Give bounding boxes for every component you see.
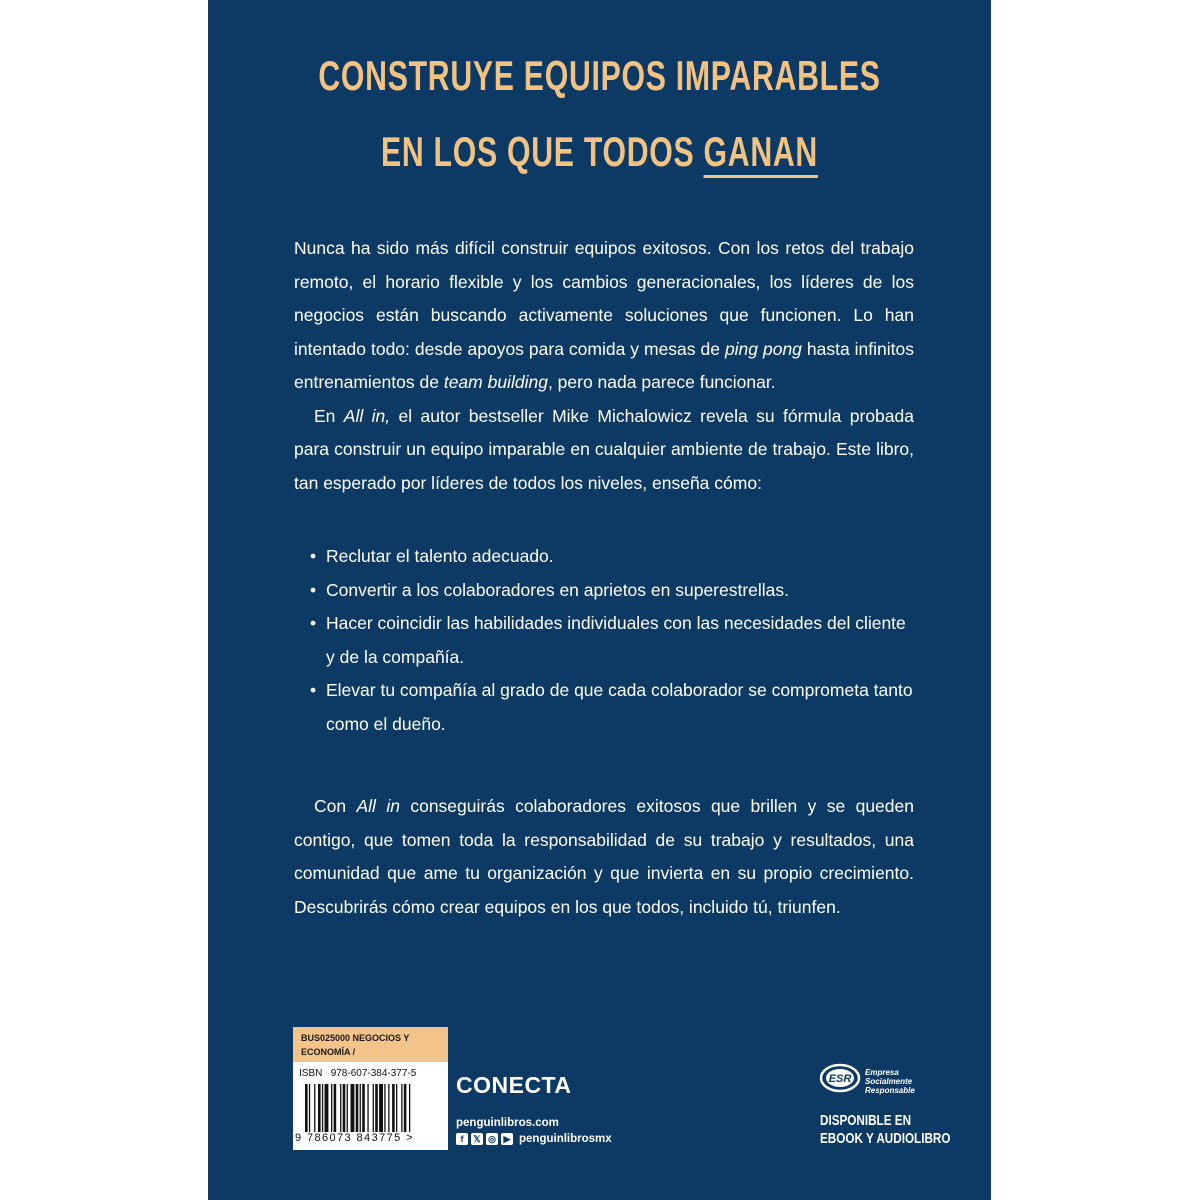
list-item (294, 540, 914, 574)
list-item-text: Elevar tu compañía al grado de que cada colaborador se comprometa tanto como el dueño. (326, 680, 913, 734)
bullet-dot: • (310, 579, 317, 600)
paragraph-1-text-b: hasta infinitos entrenamientos de (294, 338, 914, 392)
paragraph-1-text-c: , pero nada parece funcionar. (547, 372, 776, 392)
esr-text (865, 1068, 915, 1095)
paragraph-1-italic-b: team building (443, 372, 548, 392)
isbn-label: ISBN (299, 1068, 323, 1079)
availability-line-1: DISPONIBLE EN (820, 1112, 912, 1129)
headline-underlined-word: GANAN (703, 128, 818, 175)
list-item-text: Convertir a los colaboradores en aprietos en superestrellas. (326, 579, 790, 600)
availability-line-2: EBOOK Y AUDIOLIBRO (820, 1130, 951, 1147)
bisac-line-1: BUS025000 NEGOCIOS Y ECONOMÍA / (301, 1033, 410, 1057)
headline-line-2-text: EN LOS QUE TODOS (380, 128, 704, 175)
list-item (294, 574, 914, 608)
svg-text:ESR: ESR (828, 1073, 852, 1085)
list-item-text: Reclutar el talento adecuado. (326, 546, 554, 566)
esr-line-2: Socialmente (865, 1077, 913, 1086)
paragraph-1-italic-a: ping pong (724, 338, 802, 359)
barcode-icon (305, 1084, 439, 1132)
x-icon[interactable]: 𝕏 (471, 1133, 483, 1145)
list-item (294, 607, 914, 674)
instagram-icon[interactable]: ◎ (486, 1133, 498, 1145)
esr-logo-icon (818, 1062, 862, 1094)
esr-line-1: Empresa (865, 1068, 899, 1077)
paragraph-3-text-a: Con (314, 796, 357, 816)
description-block (294, 232, 914, 500)
social-handle[interactable]: penguinlibrosmx (519, 1133, 612, 1145)
esr-line-3: Responsable (865, 1086, 915, 1095)
paragraph-2 (294, 400, 914, 501)
list-item-text: Hacer coincidir las habilidades individuales con las necesidades del cliente y de la compañía. (326, 613, 906, 667)
headline-line-2 (318, 128, 882, 176)
isbn-number: 978-607-384-377-5 (330, 1068, 417, 1079)
paragraph-1 (294, 232, 914, 400)
paragraph-3 (294, 790, 914, 924)
paragraph-3-italic: All in (356, 796, 400, 816)
bullet-dot: • (310, 680, 317, 700)
paragraph-2-italic: All in, (343, 405, 391, 426)
paragraph-2-text-a: En (314, 405, 344, 426)
website-link[interactable]: penguinlibros.com (456, 1117, 559, 1129)
back-cover (208, 0, 991, 1200)
barcode-digits: 9 786073 843775 > (295, 1132, 414, 1144)
imprint-logo: CONECTA (456, 1072, 572, 1098)
availability-note (820, 1112, 950, 1148)
list-item (294, 674, 914, 741)
paragraph-1-text-a: Nunca ha sido más difícil construir equipos exitosos. Con los retos del trabajo remoto, el horario flexible y los cambios generacionales, los líderes de los negocios están buscando activamente soluciones que funcionen. Lo han intentado todo: desde apoyos para comida y mesas de (294, 238, 914, 359)
isbn-text (299, 1068, 416, 1079)
facebook-icon[interactable]: f (456, 1133, 468, 1145)
youtube-icon[interactable]: ▶ (501, 1133, 513, 1145)
headline-line-1: CONSTRUYE EQUIPOS IMPARABLES (318, 52, 881, 99)
bullet-dot: • (310, 613, 317, 633)
social-row (456, 1133, 612, 1145)
paragraph-3-text-b: conseguirás colaboradores exitosos que brillen y se queden contigo, que tomen toda la responsabilidad de su trabajo y resultados, una comunidad que ame tu organización y que invierta en su propio crecimiento. Descubrirás cómo crear equipos en los que todos, incluido tú, triunfen. (294, 796, 914, 917)
barcode-box (293, 1062, 448, 1150)
bullet-dot: • (310, 546, 317, 566)
paragraph-2-text-b: el autor bestseller Mike Michalowicz revela su fórmula probada para construir un equipo imparable en cualquier ambiente de trabajo. Este libro, tan esperado por líderes de todos los niveles, enseña cómo: (294, 405, 914, 493)
bullet-list (294, 540, 914, 741)
closing-block (294, 790, 914, 924)
